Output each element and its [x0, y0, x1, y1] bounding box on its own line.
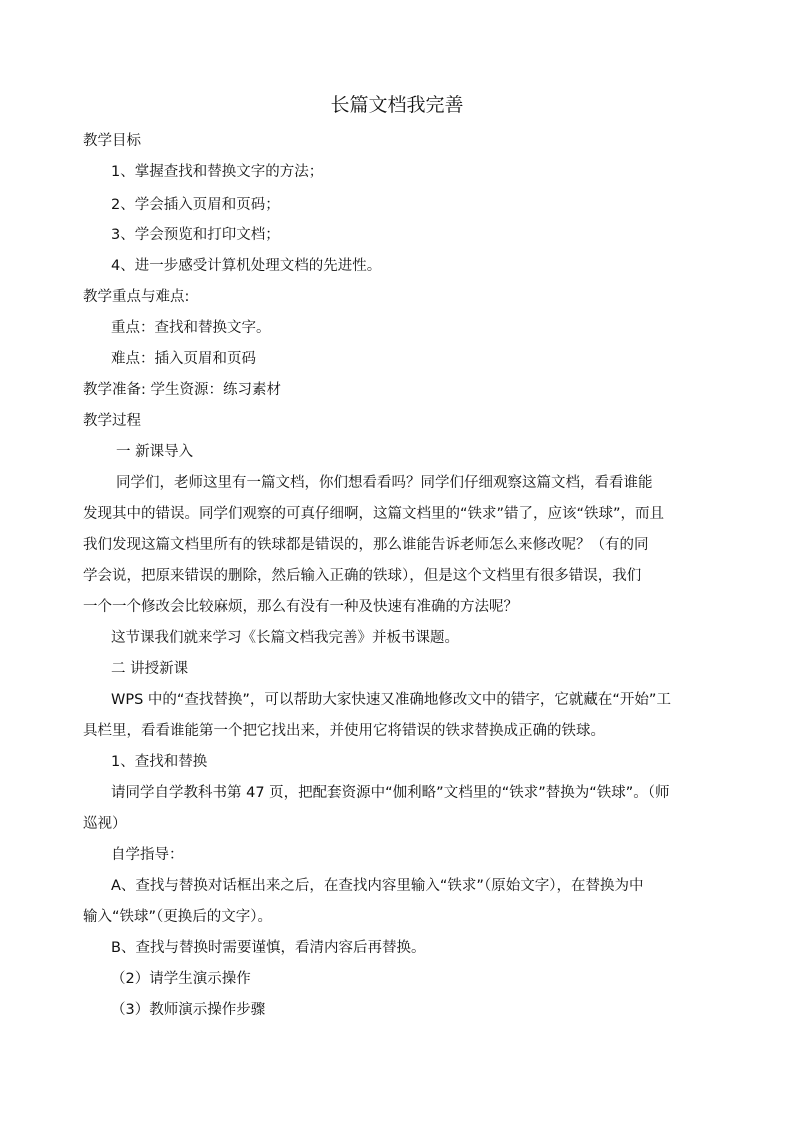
intro-line: 同学们，老师这里有一篇文档，你们想看看吗？同学们仔细观察这篇文档，看看谁能: [116, 475, 653, 491]
textbook-line: 巡视）: [83, 816, 127, 832]
section-heading: 一 新课导入: [116, 444, 194, 460]
guide-line: 输入“铁球”（更换后的文字）。: [83, 909, 273, 925]
guide-line: B、查找与替换时需要谨慎，看清内容后再替换。: [111, 940, 426, 956]
objective-item: 2、学会插入页眉和页码；: [111, 197, 280, 213]
intro-line: 我们发现这篇文档里所有的铁球都是错误的，那么谁能告诉老师怎么来修改呢？（有的同: [83, 537, 649, 553]
objective-item: 4、进一步感受计算机处理文档的先进性。: [111, 258, 382, 274]
self-study-heading: 自学指导：: [111, 847, 184, 863]
objective-item: 1、掌握查找和替换文字的方法；: [111, 164, 324, 180]
subsection-heading: 1、查找和替换: [111, 754, 208, 770]
intro-line: 发现其中的错误。同学们观察的可真仔细啊，这篇文档里的“铁求”错了，应该“铁球”，而且: [83, 506, 665, 522]
step-item: （3）教师演示操作步骤: [111, 1002, 266, 1018]
section-heading: 二 讲授新课: [111, 661, 189, 677]
objectives-heading: 教学目标: [83, 133, 141, 149]
lesson-intro: 这节课我们就来学习《长篇文档我完善》并板书课题。: [111, 630, 459, 646]
intro-line: 一个一个修改会比较麻烦，那么有没有一种及快速有准确的方法呢？: [83, 599, 518, 615]
teaching-preparation: 教学准备: 学生资源：练习素材: [83, 382, 281, 398]
key-point: 重点：查找和替换文字。: [111, 320, 271, 336]
objective-item: 3、学会预览和打印文档；: [111, 227, 280, 243]
difficult-point: 难点：插入页眉和页码: [111, 351, 256, 367]
step-item: （2）请学生演示操作: [111, 971, 251, 987]
intro-line: 学会说，把原来错误的删除，然后输入正确的铁球），但是这个文档里有很多错误，我们: [83, 568, 642, 584]
wps-line: WPS 中的“查找替换”，可以帮助大家快速又准确地修改文中的错字，它就藏在“开始”工: [111, 692, 671, 708]
wps-line: 具栏里，看看谁能第一个把它找出来，并使用它将错误的铁求替换成正确的铁球。: [83, 723, 605, 739]
textbook-line: 请同学自学教科书第 47 页，把配套资源中“伽利略”文档里的“铁求”替换为“铁球”。（师: [111, 785, 670, 801]
guide-line: A、查找与替换对话框出来之后，在查找内容里输入“铁求”（原始文字），在替换为中: [111, 878, 644, 894]
document-title: 长篇文档我完善: [330, 94, 464, 116]
key-points-heading: 教学重点与难点:: [83, 289, 190, 305]
process-heading: 教学过程: [83, 413, 141, 429]
